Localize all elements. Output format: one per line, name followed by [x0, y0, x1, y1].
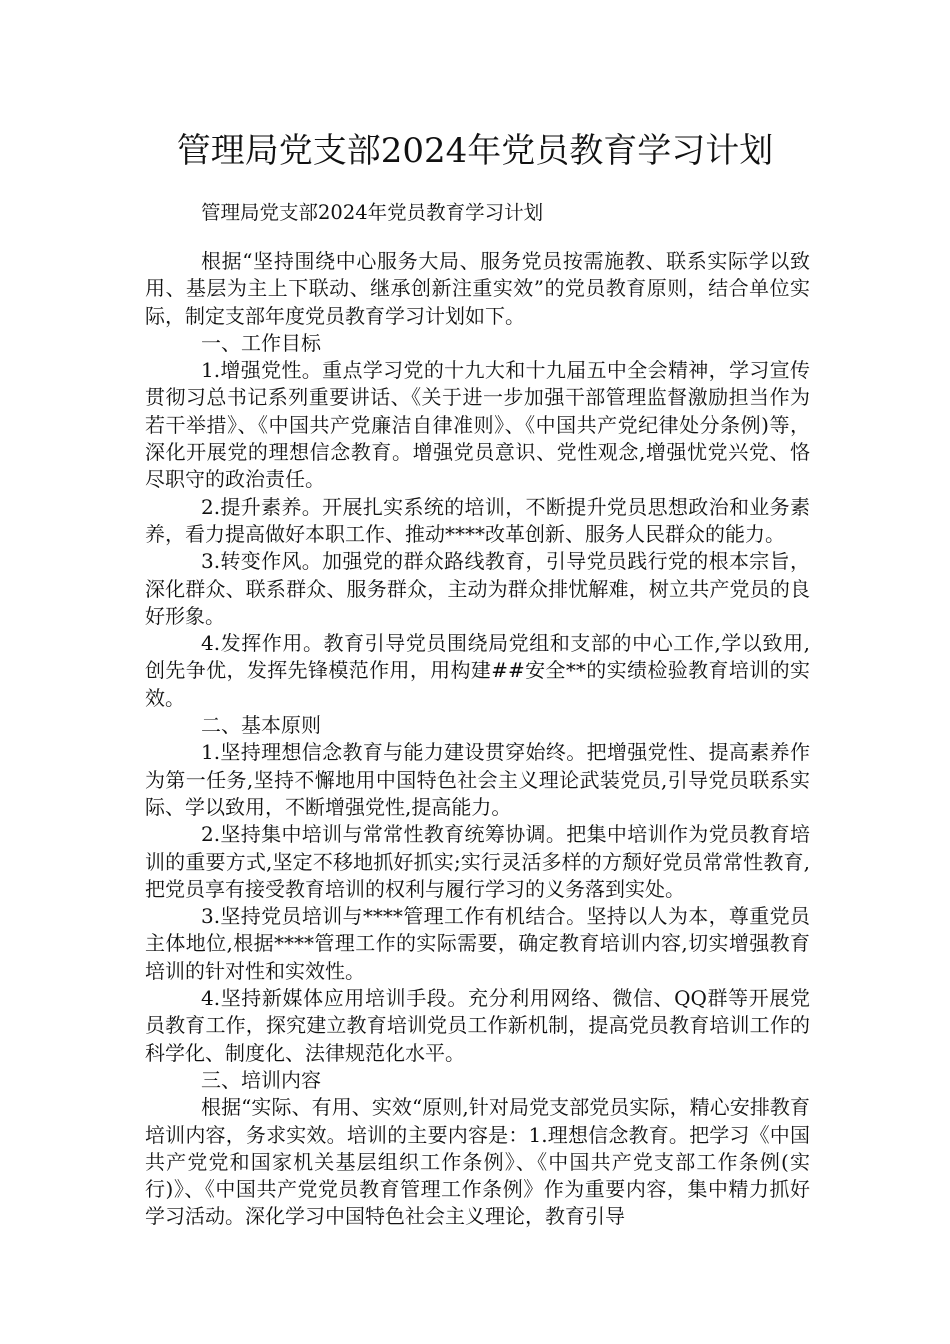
section-heading: 一、工作目标: [201, 330, 321, 355]
document-body: [145, 248, 810, 1231]
section-heading: 三、培训内容: [201, 1067, 321, 1092]
paragraph: 4.发挥作用。教育引导党员围绕局党组和支部的中心工作,学以致用,创先争优，发挥先锋模范作用，用构建##安全**的实绩检验教育培训的实效。: [145, 631, 810, 710]
paragraph: 3.坚持党员培训与****管理工作有机结合。坚持以人为本，尊重党员主体地位,根据****管理工作的实际需要，确定教育培训内容,切实增强教育培训的针对性和实效性。: [145, 904, 810, 983]
paragraph: 3.转变作风。加强党的群众路线教育，引导党员践行党的根本宗旨，深化群众、联系群众、服务群众，主动为群众排忧解难，树立共产党员的良好形象。: [145, 549, 810, 628]
section-heading: 二、基本原则: [201, 713, 321, 738]
paragraph: 根据“实际、有用、实效“原则,针对局党支部党员实际，精心安排教育培训内容，务求实效。培训的主要内容是：1.理想信念教育。把学习《中国共产党党和国家机关基层组织工作条例》、《中国共产党支部工作条例(实行)》、《中国共产党党员教育管理工作条例》作为重要内容，集中精力抓好学习活动。深化学习中国特色社会主义理论，教育引导: [145, 1095, 810, 1229]
paragraph: 1.增强党性。重点学习党的十九大和十九届五中全会精神，学习宣传贯彻习总书记系列重要讲话、《关于进一步加强干部管理监督激励担当作为若干举措》、《中国共产党廉洁自律准则》、《中国共产党纪律处分条例)等，深化开展党的理想信念教育。增强党员意识、党性观念,增强忧党兴党、恪尽职守的政治责任。: [145, 358, 810, 492]
paragraph: 2.坚持集中培训与常常性教育统筹协调。把集中培训作为党员教育培训的重要方式,坚定不移地抓好抓实;实行灵活多样的方颓好党员常常性教育,把党员享有接受教育培训的权利与履行学习的义务落到实处。: [145, 822, 810, 901]
document-title: 管理局党支部2024年党员教育学习计划: [176, 131, 774, 171]
document-subtitle: 管理局党支部2024年党员教育学习计划: [201, 201, 544, 224]
paragraph: 4.坚持新媒体应用培训手段。充分利用网络、微信、QQ群等开展党员教育工作，探究建立教育培训党员工作新机制，提高党员教育培训工作的科学化、制度化、法律规范化水平。: [145, 986, 810, 1065]
paragraph: 1.坚持理想信念教育与能力建设贯穿始终。把增强党性、提高素养作为第一任务,坚持不懈地用中国特色社会主义理论武装党员,引导党员联系实际、学以致用，不断增强党性,提高能力。: [145, 740, 810, 819]
paragraph: 根据“坚持围绕中心服务大局、服务党员按需施教、联系实际学以致用、基层为主上下联动、继承创新注重实效”的党员教育原则，结合单位实际，制定支部年度党员教育学习计划如下。: [145, 249, 810, 328]
paragraph: 2.提升素养。开展扎实系统的培训，不断提升党员思想政治和业务素养，看力提高做好本职工作、推动****改革创新、服务人民群众的能力。: [145, 494, 810, 546]
